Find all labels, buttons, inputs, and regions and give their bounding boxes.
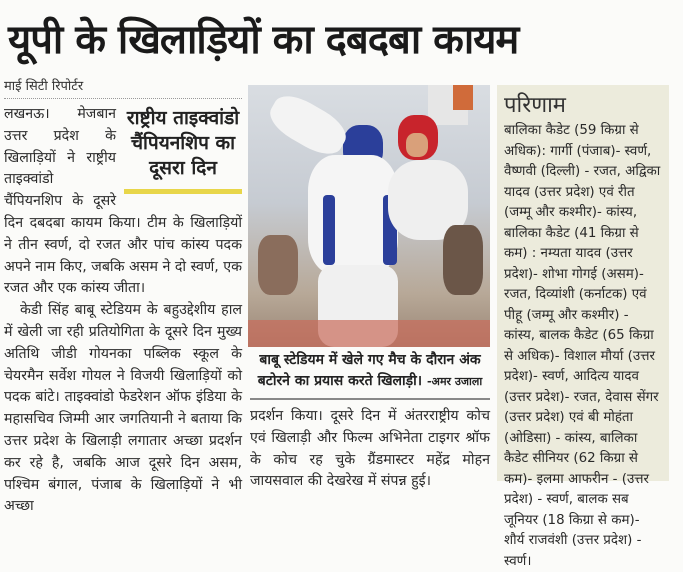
- photo-credit: -अमर उजाला: [426, 375, 483, 388]
- article-left-column: [4, 104, 242, 518]
- divider: [250, 398, 490, 400]
- headline: यूपी के खिलाड़ियों का दबदबा कायम: [8, 17, 519, 63]
- results-box: [497, 85, 669, 569]
- taekwondo-match-photo: [248, 85, 490, 347]
- article-paragraph-2: केडी सिंह बाबू स्टेडियम के बहुउद्देशीय हाल में खेली जा रही प्रतियोगिता के दूसरे दिन मुख्य अतिथि जीडी गोयनका पब्लिक स्कूल के चेयरमैन सर्वेश गोयल ने विजयी खिलाड़ियों को पदक बांटे। ताइक्वांडो फेडरेशन ऑफ इंडिया के महासचिव जिम्मी आर जगतियानी ने बताया कि उत्तर प्रदेश के खिलाड़ी लगातार अच्छा प्रदर्शन कर रहे है, जबकि आज दूसरे दिन असम, पश्चिम बंगाल, पंजाब के खिलाड़ियों ने भी अच्छा: [4, 302, 242, 515]
- caption-text: बाबू स्टेडियम में खेले गए मैच के दौरान अंक बटोरने का प्रयास करते खिलाड़ी।: [257, 352, 481, 389]
- divider: [4, 98, 242, 99]
- article-paragraph-3: प्रदर्शन किया। दूसरे दिन में अंतरराष्ट्रीय कोच एवं खिलाड़ी और फिल्म अभिनेता टाइगर श्रॉफ के कोच रह चुके ग्रैंडमास्टर महेंद्र मोहन जायसवाल की देखरेख में संपन्न हुई।: [250, 408, 490, 490]
- results-title: परिणाम: [504, 93, 566, 118]
- byline: माई सिटी रिपोर्टर: [4, 79, 84, 94]
- inset-heading: राष्ट्रीय ताइक्वांडो चैंपियनशिप का दूसरा दिन: [124, 106, 242, 194]
- photo-caption: [250, 350, 490, 392]
- article-paragraph-1: लखनऊ। मेजबान उत्तर प्रदेश के खिलाड़ियों ने राष्ट्रीय ताइक्वांडो चैंपियनशिप के दूसरे दिन दबदबा कायम किया। टीम के खिलाड़ियों ने तीन स्वर्ण, दो रजत और पांच कांस्य पदक अपने नाम किए, जबकि असम ने दो स्वर्ण, एक रजत और एक कांस्य जीता।: [4, 106, 242, 297]
- results-text: बालिका कैडेट (59 किग्रा से अधिक): गार्गी (पंजाब)- स्वर्ण, वैष्णवी (दिल्ली) - रजत, अद्विका यादव (उत्तर प्रदेश) एवं रीत (जम्मू और कश्मीर)- कांस्य, बालिका कैडेट (41 किग्रा से कम) : नम्यता यादव (उत्तर प्रदेश)- शोभा गोगई (असम)- रजत, दिव्यांशी (कर्नाटक) एवं पीहू (जम्मू और कश्मीर) - कांस्य, बालक कैडेट (65 किग्रा से अधिक)- विशाल मौर्या (उत्तर प्रदेश)- स्वर्ण, आदित्य यादव (उत्तर प्रदेश)- रजत, देवास सेंगर (उत्तर प्रदेश) एवं बी मोहंता (ओडिसा) - कांस्य, बालिका कैडेट सीनियर (62 किग्रा से कम)- इलमा आफरीन - (उत्तर प्रदेश) - स्वर्ण, बालक सब जूनियर (18 किग्रा से कम)- शौर्य राजवंशी (उत्तर प्रदेश) - स्वर्ण।: [504, 123, 661, 569]
